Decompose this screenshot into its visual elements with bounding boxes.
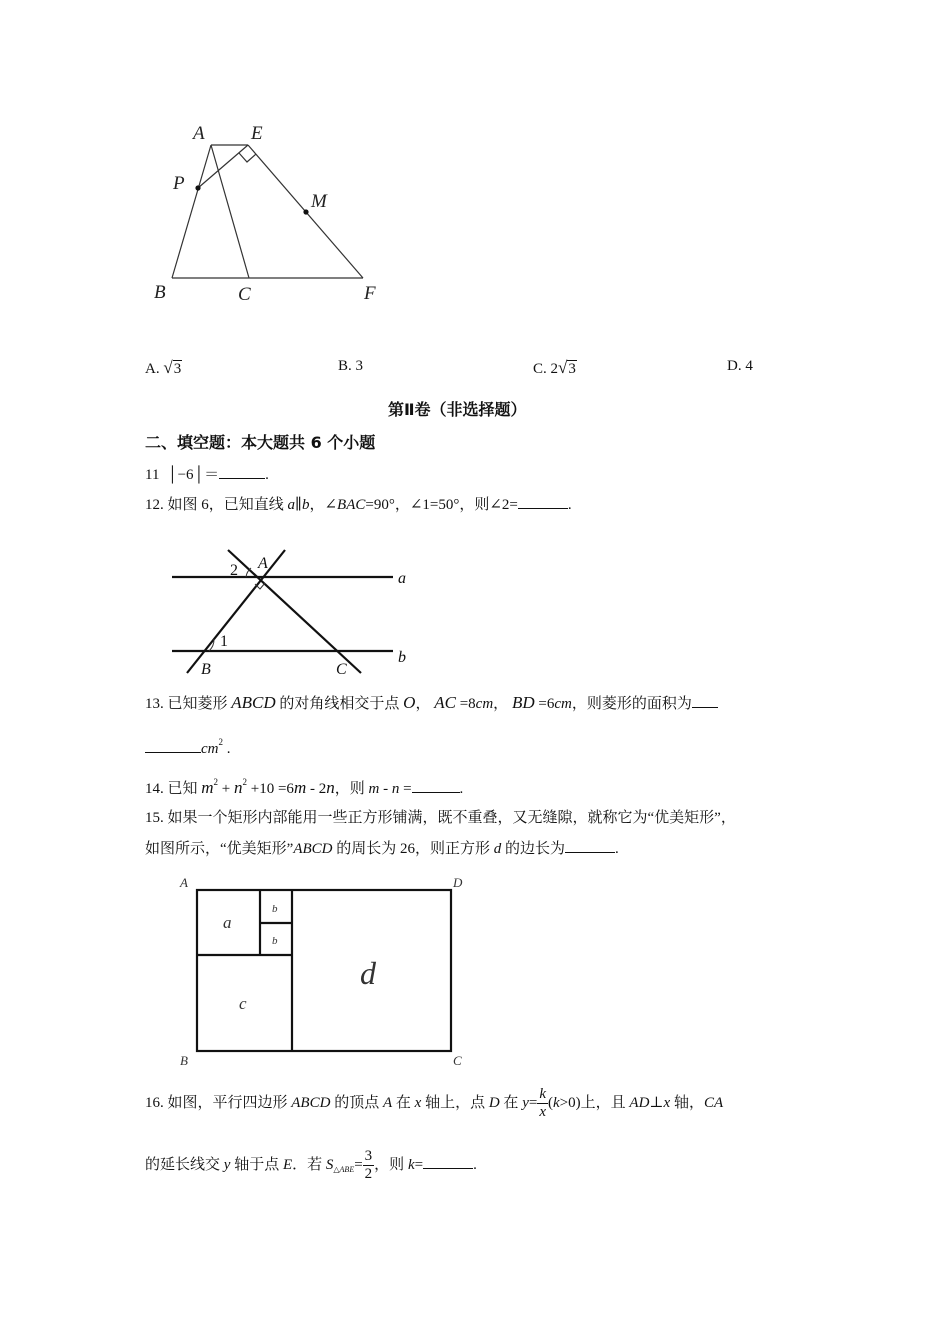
option-a: A. √3: [145, 358, 182, 377]
label-1: 1: [220, 633, 228, 650]
square-c: c: [239, 994, 247, 1013]
option-c: C. 2√3: [533, 358, 576, 377]
label-E: E: [251, 123, 263, 144]
label-D3: D: [453, 875, 463, 890]
label-A3: A: [180, 875, 188, 890]
question-13: 13. 已知菱形 ABCD 的对角线相交于点 O， AC =8cm， BD =6cm，则菱形的面积为: [145, 693, 718, 714]
label-B: B: [154, 282, 166, 303]
label-M: M: [311, 191, 327, 212]
question-16: 16. 如图，平行四边形 ABCD 的顶点 A 在 x 轴上，点 D 在 y= $\frac{k}{x}$ (k>0)上，且 AD⊥x 轴，CA: [145, 1086, 724, 1121]
label-F: F: [364, 283, 376, 304]
square-b1: b: [272, 903, 278, 915]
label-a: a: [398, 570, 406, 587]
label-A: A: [193, 123, 205, 144]
fraction-k-over-x: $\frac{k}{x}$: [539, 1086, 546, 1121]
question-12: 12. 如图 6，已知直线 a∥b，∠BAC=90°，∠1=50°，则∠2= .: [145, 494, 572, 515]
fraction-3-over-2: $\frac{3}{2}$: [364, 1148, 373, 1183]
label-B3: B: [180, 1053, 188, 1068]
square-d: d: [360, 955, 376, 991]
label-C: C: [238, 284, 251, 305]
label-P: P: [173, 173, 185, 194]
figure-squares-rectangle: [175, 872, 475, 1072]
part2-title: 第Ⅱ卷（非选择题）: [388, 400, 527, 419]
option-d: D. 4: [727, 358, 753, 374]
figure-parallel-lines: [165, 540, 425, 680]
question-13-cont: $cm^2$ .: [145, 732, 231, 759]
question-14: 14. 已知 $m^2 + n^2 +10 =6m - 2n$，则 m - n = .: [145, 777, 464, 797]
question-16-cont: 的延长线交 y 轴于点 E．若 $S_{\triangle ABE}=$ $\frac{3}{2}$ ，则 k= .: [145, 1148, 477, 1183]
label-B2: B: [201, 661, 211, 678]
square-a: a: [223, 913, 232, 932]
sqrt-3: √3: [163, 358, 182, 377]
sqrt-3-c: √3: [558, 358, 576, 377]
label-2: 2: [230, 562, 238, 579]
question-11: 11 │−6│＝ .: [145, 464, 269, 485]
figure-trapezoid: [150, 115, 400, 315]
label-b: b: [398, 649, 406, 666]
square-b2: b: [272, 935, 278, 947]
label-A2: A: [258, 555, 268, 572]
section2-title: 二、填空题：本大题共 6 个小题: [145, 433, 376, 452]
question-15-cont: 如图所示，“优美矩形”ABCD 的周长为 26，则正方形 d 的边长为 .: [145, 838, 619, 859]
label-C3: C: [453, 1053, 462, 1068]
option-b: B. 3: [338, 358, 364, 374]
question-15: 15. 如果一个矩形内部能用一些正方形铺满，既不重叠，又无缝隙，就称它为“优美矩形”，: [145, 810, 736, 826]
label-C2: C: [336, 661, 347, 678]
